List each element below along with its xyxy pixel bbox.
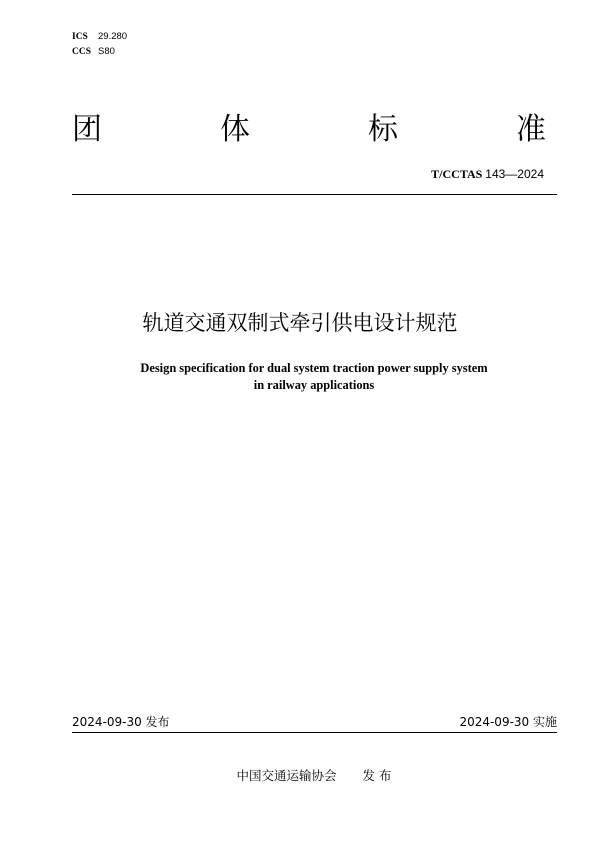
- header-divider: [72, 194, 557, 195]
- standard-type-char: 标: [368, 112, 398, 147]
- ics-label: ICS: [72, 32, 88, 42]
- standard-number: [431, 166, 544, 182]
- standard-type-heading: [72, 110, 546, 150]
- ics-value: 29.280: [98, 31, 128, 42]
- english-title: [0, 360, 600, 394]
- publisher-name: 中国交通运输协会: [236, 768, 337, 783]
- ccs-code: [72, 46, 115, 58]
- standard-number-prefix: T/CCTAS: [431, 167, 483, 181]
- standard-number-value: 143—2024: [485, 167, 544, 181]
- implementation-date: 2024-09-30 实施: [459, 715, 557, 729]
- ccs-label: CCS: [72, 47, 92, 57]
- footer-divider: [72, 732, 557, 733]
- ics-code: [72, 31, 127, 43]
- english-title-line: in railway applications: [253, 378, 375, 392]
- publisher-action: 发 布: [362, 768, 392, 783]
- standard-type-char: 体: [220, 112, 250, 147]
- standard-type-char: 准: [516, 112, 546, 147]
- ccs-value: S80: [98, 46, 115, 57]
- chinese-title: 轨道交通双制式牵引供电设计规范: [142, 311, 458, 335]
- publisher: [0, 767, 600, 785]
- standard-type-char: 团: [72, 112, 102, 147]
- english-title-line: Design specification for dual system traction power supply system: [140, 361, 488, 375]
- release-date: 2024-09-30 发布: [72, 715, 170, 729]
